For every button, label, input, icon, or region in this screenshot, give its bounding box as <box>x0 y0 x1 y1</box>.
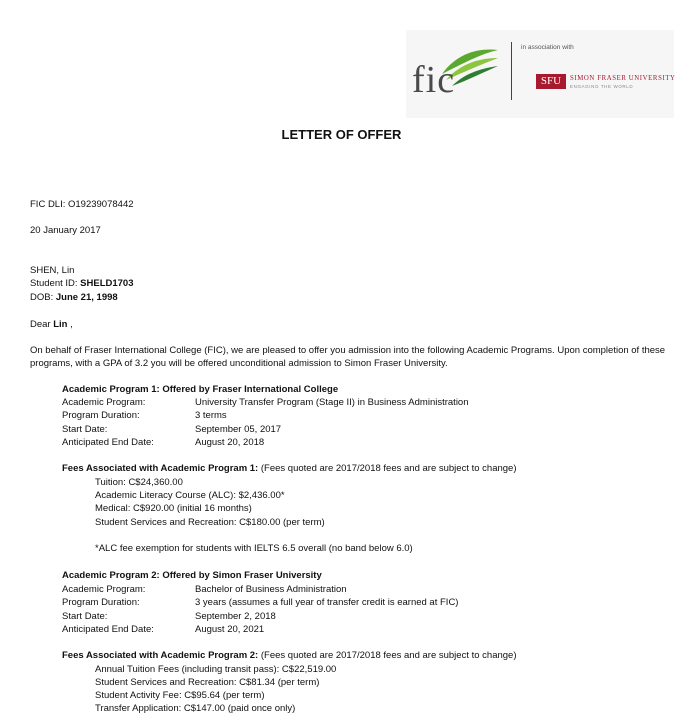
fees1-item: Student Services and Recreation: C$180.00 (per term) <box>95 517 325 528</box>
fees2-item: Transfer Application: C$147.00 (paid once only) <box>95 703 296 714</box>
program1-value: 3 terms <box>195 410 227 421</box>
program2-value: August 20, 2021 <box>195 624 265 635</box>
dob-line: DOB: June 21, 1998 <box>30 292 118 303</box>
program2-value: September 2, 2018 <box>195 611 276 622</box>
fees1-heading: Fees Associated with Academic Program 1: (Fees quoted are 2017/2018 fees and are subject to change) <box>62 463 517 474</box>
fees2-item: Student Activity Fee: C$95.64 (per term) <box>95 690 265 701</box>
program1-heading: Academic Program 1: Offered by Fraser International College <box>62 384 339 395</box>
program1-label: Academic Program: <box>62 397 146 408</box>
program1-label: Start Date: <box>62 424 108 435</box>
sfu-tagline: ENGAGING THE WORLD <box>570 84 634 89</box>
program1-value: University Transfer Program (Stage II) in Business Administration <box>195 397 469 408</box>
program2-label: Program Duration: <box>62 597 140 608</box>
association-text: in association with <box>521 44 574 51</box>
fees2-heading: Fees Associated with Academic Program 2: (Fees quoted are 2017/2018 fees and are subject to change) <box>62 650 517 661</box>
fees2-item: Annual Tuition Fees (including transit pass): C$22,519.00 <box>95 664 337 675</box>
fees1-item: Medical: C$920.00 (initial 16 months) <box>95 503 252 514</box>
intro-line-1: On behalf of Fraser International College (FIC), we are pleased to offer you admission into the following Academic Programs. Upon completion of these <box>30 345 666 356</box>
fees2-item: Student Services and Recreation: C$81.34 (per term) <box>95 677 320 688</box>
sfu-name: SIMON FRASER UNIVERSITY <box>570 75 676 82</box>
program2-label: Start Date: <box>62 611 108 622</box>
program1-label: Program Duration: <box>62 410 140 421</box>
logo-divider <box>511 42 512 100</box>
student-name: SHEN, Lin <box>30 265 75 276</box>
student-id-line: Student ID: SHELD1703 <box>30 278 134 289</box>
fees1-item: Academic Literacy Course (ALC): $2,436.00* <box>95 490 285 501</box>
dli-number: FIC DLI: O19239078442 <box>30 199 134 210</box>
fees1-item: Tuition: C$24,360.00 <box>95 477 183 488</box>
program2-value: Bachelor of Business Administration <box>195 584 347 595</box>
program2-heading: Academic Program 2: Offered by Simon Fraser University <box>62 570 322 581</box>
fic-logo-text: fic <box>412 59 456 101</box>
program2-label: Anticipated End Date: <box>62 624 154 635</box>
intro-line-2: programs, with a GPA of 3.2 you will be offered unconditional admission to Simon Fraser University. <box>30 358 448 369</box>
salutation: Dear Lin , <box>30 319 73 330</box>
program1-label: Anticipated End Date: <box>62 437 154 448</box>
page-title: LETTER OF OFFER <box>281 127 402 142</box>
program1-value: August 20, 2018 <box>195 437 265 448</box>
fees1-footnote: *ALC fee exemption for students with IELTS 6.5 overall (no band below 6.0) <box>95 543 413 554</box>
letter-date: 20 January 2017 <box>30 225 101 236</box>
program1-value: September 05, 2017 <box>195 424 282 435</box>
sfu-logo-mark: SFU <box>536 74 566 89</box>
program2-label: Academic Program: <box>62 584 146 595</box>
program2-value: 3 years (assumes a full year of transfer credit is earned at FIC) <box>195 597 459 608</box>
